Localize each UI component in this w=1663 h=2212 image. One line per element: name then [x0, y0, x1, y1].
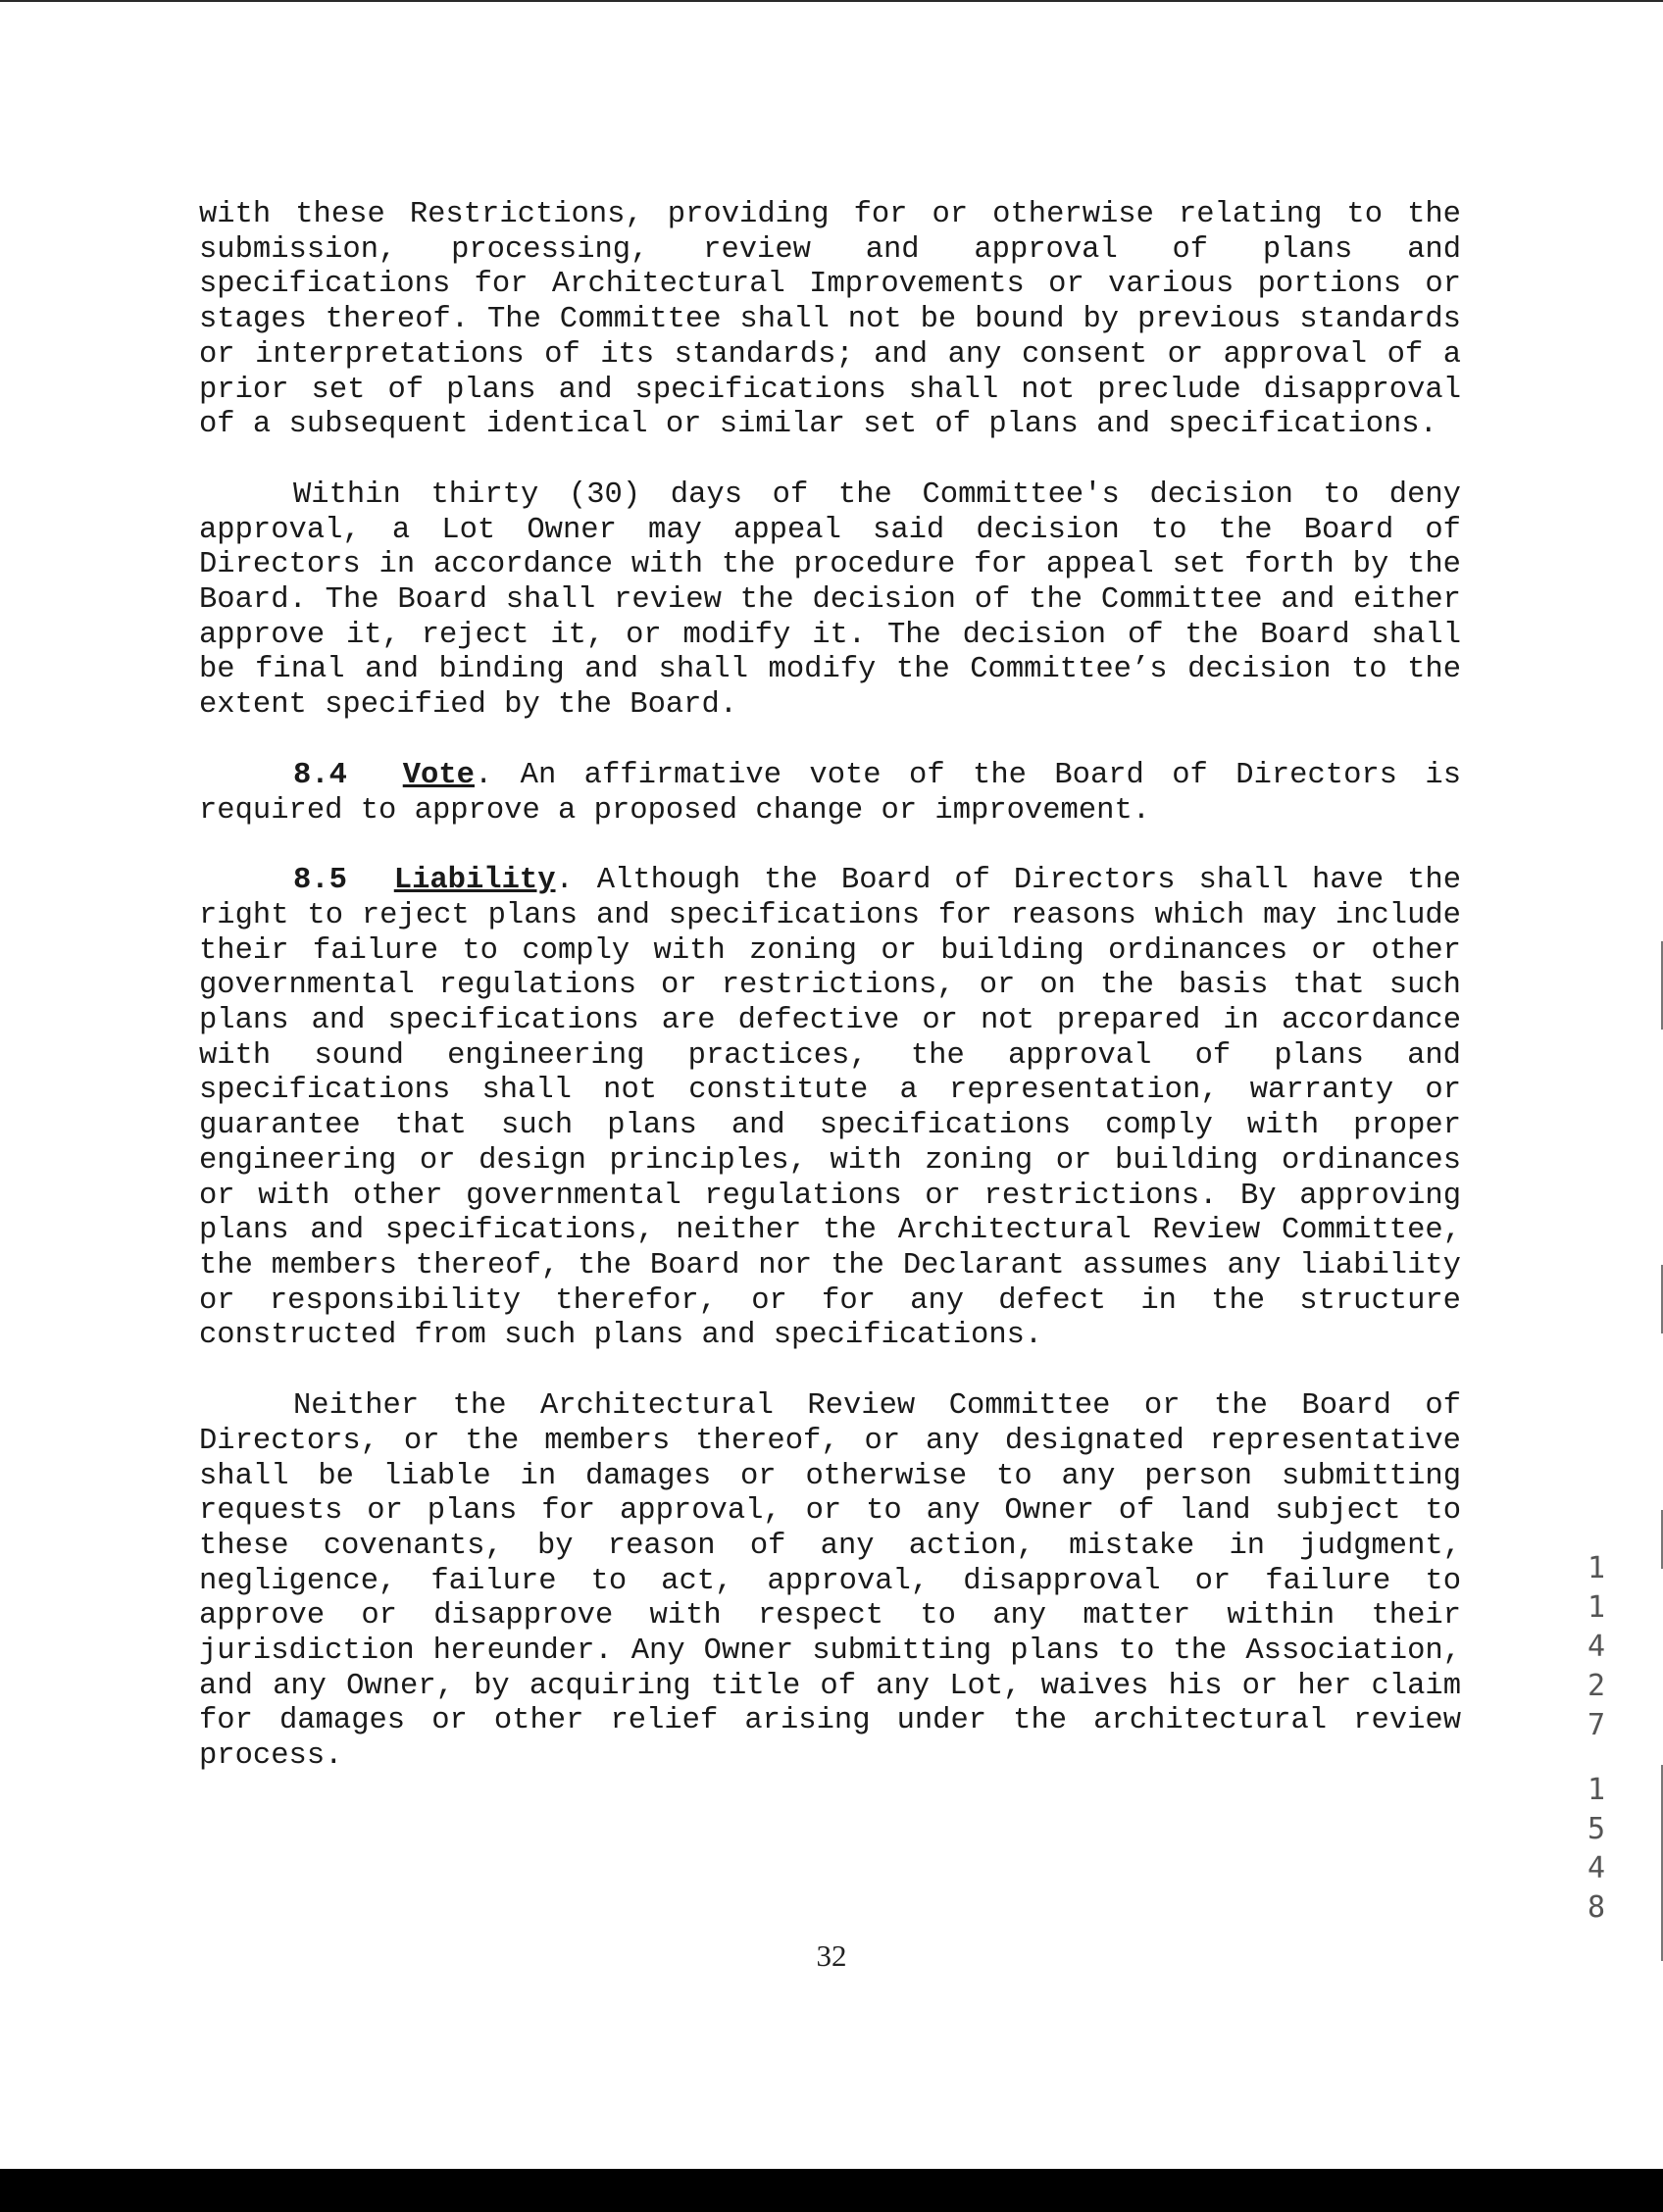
paragraph-no-liability: Neither the Architectural Review Committee or the Board of Directors, or the members thereof, or any designated representative shall be liable in damages or otherwise to any person submitting requests or plans for approval, or to any Owner of land subject to these covenants, by reason of any action, mistake in judgment, negligence, failure to act, approval, disapproval or failure to approve or disapprove with respect to any matter within their jurisdiction hereunder. Any Owner submitting plans to the Association, and any Owner, by acquiring title of any Lot, waives his or her claim for damages or other relief arising under the architectural review process.	[199, 1389, 1461, 1774]
section-8-4	[199, 759, 1461, 829]
stamp-digit: 5	[1587, 1812, 1606, 1846]
document-body	[199, 198, 1461, 1810]
stamp-gap	[1577, 1745, 1616, 1771]
section-body: . Although the Board of Directors shall have the right to reject plans and specifications for reasons which may include their failure to comply with zoning or building ordinances or other governmental regulations or restrictions, or on the basis that such plans and specifications are defective or not prepared in accordance with sound engineering practices, the approval of plans and specifications shall not constitute a representation, warranty or guarantee that such plans and specifications comply with proper engineering or design principles, with zoning or building ordinances or with other governmental regulations or restrictions. By approving plans and specifications, neither the Architectural Review Committee, the members thereof, the Board nor the Declarant assumes any liability or responsibility therefor, or for any defect in the structure constructed from such plans and specifications.	[199, 864, 1461, 1353]
section-body: . An affirmative vote of the Board of Directors is required to approve a proposed change or improvement.	[199, 758, 1461, 828]
stamp-digit: 7	[1587, 1708, 1606, 1742]
section-title: Vote	[402, 758, 475, 792]
margin-stamp	[1577, 1549, 1616, 1928]
stamp-digit: 1	[1587, 1590, 1606, 1625]
stamp-digit: 2	[1587, 1669, 1606, 1703]
section-number: 8.5	[293, 864, 347, 898]
stamp-digit: 8	[1587, 1890, 1606, 1925]
stamp-digit: 1	[1587, 1551, 1606, 1585]
section-title: Liability	[393, 864, 556, 898]
page-number: 32	[816, 1938, 847, 1973]
stamp-digit: 1	[1587, 1773, 1606, 1807]
paragraph-continuation: with these Restrictions, providing for or otherwise relating to the submission, processing, review and approval of plans and specifications for Architectural Improvements or various portions or stages thereof. The Committee shall not be bound by previous standards or interpretations of its standards; and any consent or approval of a prior set of plans and specifications shall not preclude disapproval of a subsequent identical or similar set of plans and specifications.	[199, 198, 1461, 442]
stamp-digit: 4	[1587, 1630, 1606, 1664]
section-number: 8.4	[293, 758, 347, 792]
section-8-5	[199, 864, 1461, 1354]
bottom-scan-band	[0, 2169, 1663, 2212]
top-edge-rule	[0, 0, 1663, 2]
paragraph-appeal: Within thirty (30) days of the Committee's decision to deny approval, a Lot Owner may appeal said decision to the Board of Directors in accordance with the procedure for appeal set forth by the Board. The Board shall review the decision of the Committee and either approve it, reject it, or modify it. The decision of the Board shall be final and binding and shall modify the Committee’s decision to the extent specified by the Board.	[199, 478, 1461, 723]
stamp-digit: 4	[1587, 1851, 1606, 1885]
